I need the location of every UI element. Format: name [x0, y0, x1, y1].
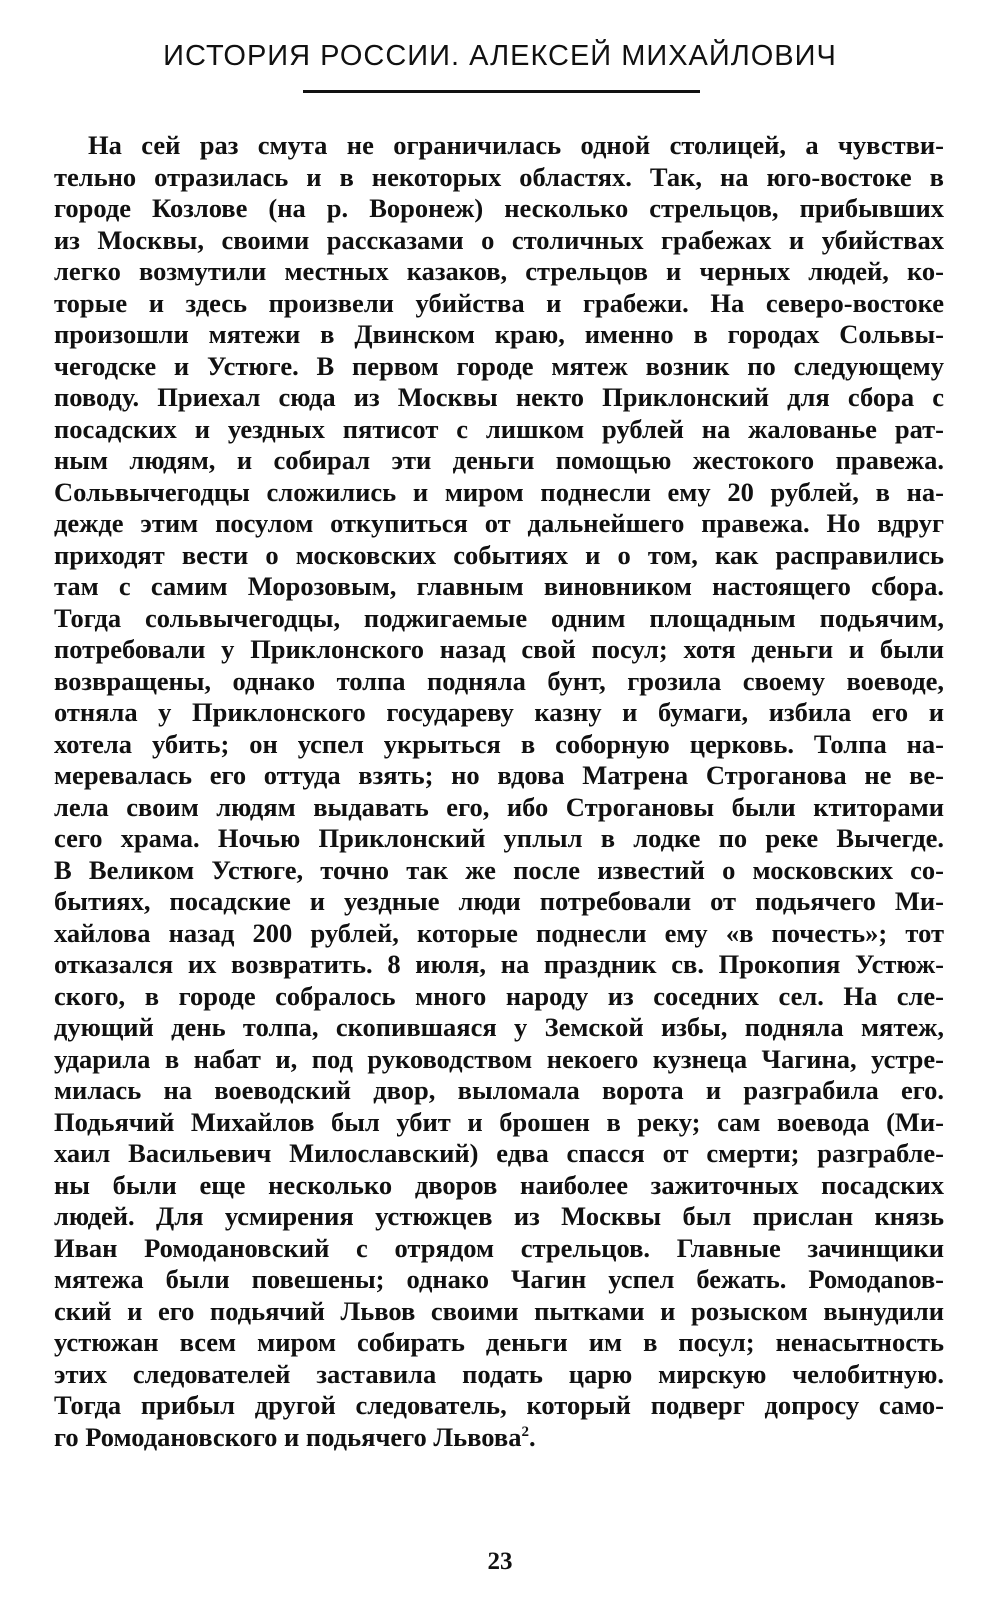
final-period: .	[528, 1421, 536, 1452]
text-line-final-content: го Ромодановского и подьячего Львова	[54, 1421, 522, 1452]
text-line: посадских и уездных пятисот с лишком рублей на жалованье рат-	[54, 413, 944, 444]
text-line: хайлова назад 200 рублей, которые поднесли ему «в почесть»; тот	[54, 917, 944, 948]
page-number: 23	[487, 1548, 513, 1575]
text-line: ны были еще несколько дворов наиболее зажиточных посадских	[54, 1169, 944, 1200]
text-line: этих следователей заставила подать царю мирскую челобитную.	[54, 1358, 944, 1389]
text-line: там с самим Морозовым, главным виновником настоящего сбора.	[54, 571, 944, 601]
text-line: В Великом Устюге, точно так же после известий о московских со-	[54, 854, 944, 885]
text-line: ского, в городе собралось много народу из соседних сел. На сле-	[54, 980, 944, 1011]
text-line: Иван Ромодановский с отрядом стрельцов. Главные зачинщики	[54, 1232, 944, 1263]
text-line: меревалась его оттуда взять; но вдова Матрена Строганова не ве-	[54, 760, 944, 790]
text-line: Тогда прибыл другой следователь, который подверг допросу само-	[54, 1390, 944, 1420]
text-line: отняла у Приклонского государеву казну и бумаги, избила его и	[54, 697, 944, 727]
text-line: торые и здесь произвели убийства и грабежи. На северо-востоке	[54, 287, 944, 318]
text-line: дежде этим посулом откупиться от дальнейшего правежа. Но вдруг	[54, 508, 944, 538]
header-rule	[303, 90, 700, 93]
text-line: ным людям, и собирал эти деньги помощью жестокого правежа.	[54, 445, 944, 475]
text-line: сего храма. Ночью Приклонский уплыл в лодке по реке Вычегде.	[54, 823, 944, 853]
text-line: милась на воеводский двор, выломала ворота и разграбила его.	[54, 1075, 944, 1105]
text-line: поводу. Приехал сюда из Москвы некто Приклонский для сбора с	[54, 382, 944, 412]
text-line: отказался их возвратить. 8 июля, на праздник св. Прокопия Устюж-	[54, 949, 944, 979]
text-line-final	[54, 1422, 944, 1454]
text-line: Подьячий Михайлов был убит и брошен в реку; сам воевода (Ми-	[54, 1106, 944, 1137]
text-line: устюжан всем миром собирать деньги им в посул; ненасытность	[54, 1327, 944, 1357]
text-line: лела своим людям выдавать его, ибо Строгановы были ктиторами	[54, 791, 944, 822]
text-line: потребовали у Приклонского назад свой посул; хотя деньги и были	[54, 634, 944, 664]
text-line: На сей раз смута не ограничилась одной столицей, а чувстви-	[88, 130, 944, 160]
text-line: возвращены, однако толпа подняла бунт, грозила своему воеводе,	[54, 665, 944, 696]
text-line: хотела убить; он успел укрыться в соборную церковь. Толпа на-	[54, 728, 944, 759]
text-line: людей. Для усмирения устюжцев из Москвы был прислан князь	[54, 1201, 944, 1231]
text-line: Сольвычегодцы сложились и миром поднесли ему 20 рублей, в на-	[54, 476, 944, 507]
text-line: мятежа были повешены; однако Чагин успел бежать. Ромодanов-	[54, 1264, 944, 1294]
text-line: бытиях, посадские и уездные люди потребовали от подьячего Ми-	[54, 886, 944, 916]
text-line: Тогда сольвычегодцы, поджигаемые одним площадным подьячим,	[54, 602, 944, 633]
text-line: произошли мятежи в Двинском краю, именно в городах Сольвы-	[54, 319, 944, 349]
text-line: дующий день толпа, скопившаяся у Земской избы, подняла мятеж,	[54, 1012, 944, 1042]
text-line: городе Козлове (на р. Воронеж) несколько стрельцов, прибывших	[54, 193, 944, 223]
text-line: хаил Васильевич Милославский) едва спасся от смерти; разграбле-	[54, 1138, 944, 1168]
text-line: приходят вести о московских событиях и о том, как расправились	[54, 539, 944, 570]
text-line: ский и его подьячий Львов своими пытками и розыском вынудили	[54, 1295, 944, 1326]
text-line: легко возмутили местных казаков, стрельцов и черных людей, ко-	[54, 256, 944, 286]
text-line: чегодске и Устюге. В первом городе мятеж возник по следующему	[54, 350, 944, 381]
text-line: тельно отразилась и в некоторых областях. Так, на юго-востоке в	[54, 161, 944, 192]
running-header: ИСТОРИЯ РОССИИ. АЛЕКСЕЙ МИХАЙЛОВИЧ	[163, 40, 837, 72]
footnote-marker: 2	[521, 1423, 529, 1440]
text-line: ударила в набат и, под руководством некоего кузнеца Чагина, устре-	[54, 1043, 944, 1074]
text-line: из Москвы, своими рассказами о столичных грабежах и убийствах	[54, 224, 944, 255]
body-paragraph	[54, 130, 944, 1453]
